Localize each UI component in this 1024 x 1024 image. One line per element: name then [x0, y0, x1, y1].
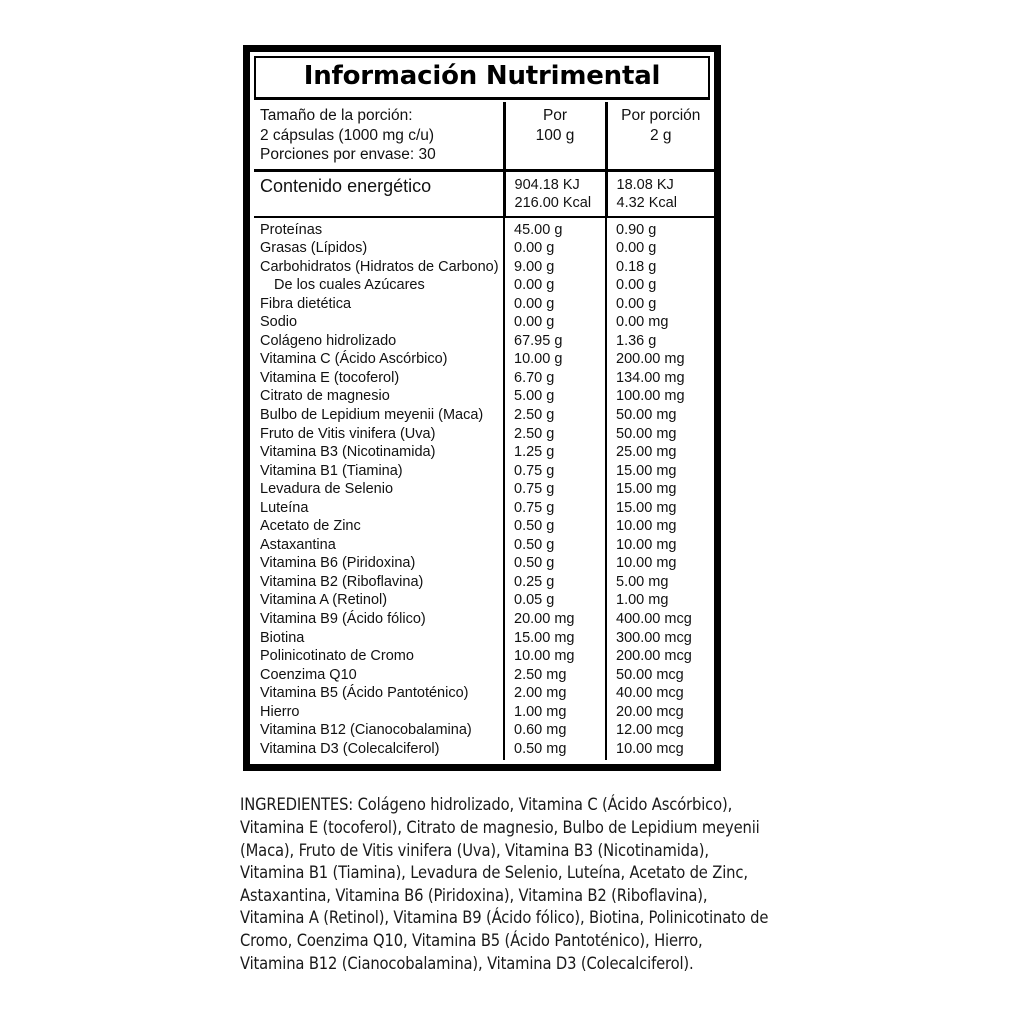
nutrient-per-100g-value: 10.00 mg — [514, 648, 575, 665]
nutrient-name: Vitamina B12 (Cianocobalamina) — [260, 722, 472, 739]
per-serving-header-line1: Por porción — [621, 107, 701, 124]
energy-per-serving-cell — [606, 170, 714, 217]
nutrient-name: Vitamina B2 (Riboflavina) — [260, 573, 424, 590]
nutrient-name: Vitamina D3 (Colecalciferol) — [260, 740, 440, 757]
nutrient-list-row — [254, 217, 714, 761]
nutrient-names-cell — [254, 217, 504, 761]
panel-title-box — [254, 56, 710, 100]
nutrient-name: Hierro — [260, 703, 300, 720]
nutrient-per-100g-value: 2.50 mg — [514, 666, 567, 683]
nutrient-name: Vitamina B3 (Nicotinamida) — [260, 444, 436, 461]
nutrient-per-serving-value: 50.00 mg — [616, 425, 677, 442]
nutrition-table — [254, 102, 714, 760]
nutrient-name: Vitamina B5 (Ácido Pantoténico) — [260, 685, 469, 702]
nutrient-name: Grasas (Lípidos) — [260, 240, 368, 257]
energy-row — [254, 170, 714, 217]
nutrient-per-serving-value: 0.90 g — [616, 221, 657, 238]
nutrient-per-100g-value: 0.00 g — [514, 314, 555, 331]
nutrient-per-100g-value: 0.75 g — [514, 499, 555, 516]
nutrient-per-serving-value: 10.00 mg — [616, 518, 677, 535]
nutrient-per-serving-value: 400.00 mcg — [616, 610, 692, 627]
nutrient-per-serving-value: 40.00 mcg — [616, 685, 684, 702]
energy-per-100g-kj: 904.18 KJ — [514, 176, 580, 193]
nutrient-per-100g-value: 0.50 g — [514, 536, 555, 553]
nutrient-name: Luteína — [260, 499, 309, 516]
nutrient-per-100g-value: 0.75 g — [514, 481, 555, 498]
nutrient-per-100g-value: 15.00 mg — [514, 629, 575, 646]
nutrient-per-100g-value: 2.50 g — [514, 406, 555, 423]
nutrient-per-serving-value: 200.00 mg — [616, 351, 685, 368]
nutrient-name: Polinicotinato de Cromo — [260, 648, 414, 665]
nutrient-name: Fibra dietética — [260, 295, 352, 312]
nutrient-per-serving-value: 10.00 mg — [616, 536, 677, 553]
nutrient-per-serving-value: 12.00 mcg — [616, 722, 684, 739]
per-serving-header-line2: 2 g — [649, 126, 672, 144]
nutrient-per-serving-column — [607, 221, 714, 759]
nutrient-per-100g-value: 10.00 g — [514, 351, 563, 368]
nutrient-per-serving-value: 134.00 mg — [616, 369, 685, 386]
nutrient-name: Vitamina B1 (Tiamina) — [260, 462, 403, 479]
nutrient-name: Bulbo de Lepidium meyenii (Maca) — [260, 406, 484, 423]
nutrient-per-serving-value: 0.00 g — [616, 295, 657, 312]
nutrient-per-serving-value: 15.00 mg — [616, 499, 677, 516]
nutrient-per-100g-cell — [504, 217, 606, 761]
nutrient-name: De los cuales Azúcares — [274, 277, 425, 294]
nutrient-name: Vitamina E (tocoferol) — [260, 369, 400, 386]
nutrient-name-column — [254, 221, 503, 759]
nutrient-per-serving-value: 15.00 mg — [616, 462, 677, 479]
nutrient-per-serving-value: 10.00 mcg — [616, 740, 684, 757]
nutrient-per-serving-value: 0.00 g — [616, 277, 657, 294]
per-100g-header-cell — [504, 102, 606, 170]
nutrient-per-serving-value: 200.00 mcg — [616, 648, 692, 665]
serving-size-value: 2 cápsulas (1000 mg c/u) — [260, 126, 435, 144]
nutrient-name: Vitamina B6 (Piridoxina) — [260, 555, 416, 572]
nutrient-name: Carbohidratos (Hidratos de Carbono) — [260, 258, 499, 275]
nutrient-per-serving-value: 50.00 mg — [616, 406, 677, 423]
serving-size-cell — [254, 102, 504, 170]
energy-per-serving-kj: 18.08 KJ — [616, 176, 674, 193]
nutrient-per-100g-value: 5.00 g — [514, 388, 555, 405]
per-100g-header-line1: Por — [542, 107, 568, 124]
nutrient-name: Citrato de magnesio — [260, 388, 390, 405]
nutrient-per-100g-value: 0.75 g — [514, 462, 555, 479]
nutrient-per-100g-value: 6.70 g — [514, 369, 555, 386]
nutrient-per-serving-value: 0.00 mg — [616, 314, 669, 331]
ingredients-paragraph: INGREDIENTES: Colágeno hidrolizado, Vitamina C (Ácido Ascórbico), Vitamina E (tocoferol), Citrato de magnesio, Bulbo de Lepidium meyenii (Maca), Fruto de Vitis vinifera (Uva), Vitamina B3 (Nicotinamida), Vitamina B1 (Tiamina), Levadura de Selenio, Luteína, Acetato de Zinc, Astaxantina, Vitamina B6 (Piridoxina), Vitamina B2 (Riboflavina), Vitamina A (Retinol), Vitamina B9 (Ácido fólico), Biotina, Polinicotinato de Cromo, Coenzima Q10, Vitamina B5 (Ácido Pantoténico), Hierro, Vitamina B12 (Cianocobalamina), Vitamina D3 (Colecalciferol). — [240, 795, 769, 973]
nutrient-per-serving-value: 25.00 mg — [616, 444, 677, 461]
nutrient-per-100g-value: 0.50 mg — [514, 740, 567, 757]
nutrient-name: Vitamina C (Ácido Ascórbico) — [260, 351, 448, 368]
nutrient-name: Sodio — [260, 314, 298, 331]
serving-size-label: Tamaño de la porción: — [260, 107, 413, 124]
nutrient-per-100g-value: 0.60 mg — [514, 722, 567, 739]
nutrient-name: Fruto de Vitis vinifera (Uva) — [260, 425, 436, 442]
page-title: Información Nutrimental — [303, 61, 661, 91]
nutrient-name: Proteínas — [260, 221, 323, 238]
nutrient-per-100g-value: 0.25 g — [514, 573, 555, 590]
per-serving-header-cell — [606, 102, 714, 170]
servings-per-container: Porciones por envase: 30 — [260, 146, 436, 163]
nutrient-per-100g-value: 1.25 g — [514, 444, 555, 461]
nutrient-per-100g-value: 2.50 g — [514, 425, 555, 442]
nutrient-per-100g-value: 0.00 g — [514, 240, 555, 257]
nutrient-per-serving-value: 100.00 mg — [616, 388, 685, 405]
nutrient-per-serving-value: 50.00 mcg — [616, 666, 684, 683]
nutrient-name: Astaxantina — [260, 536, 336, 553]
nutrient-per-100g-value: 9.00 g — [514, 258, 555, 275]
energy-label: Contenido energético — [260, 175, 432, 196]
nutrient-per-serving-value: 1.00 mg — [616, 592, 669, 609]
nutrient-per-100g-value: 45.00 g — [514, 221, 563, 238]
nutrient-per-100g-value: 0.50 g — [514, 518, 555, 535]
nutrient-per-100g-value: 20.00 mg — [514, 610, 575, 627]
nutrient-per-serving-value: 300.00 mcg — [616, 629, 692, 646]
nutrient-per-100g-value: 0.05 g — [514, 592, 555, 609]
nutrition-facts-panel — [243, 45, 721, 771]
nutrient-per-serving-value: 10.00 mg — [616, 555, 677, 572]
energy-per-serving-kcal: 4.32 Kcal — [616, 195, 677, 211]
per-100g-header-line2: 100 g — [535, 126, 575, 144]
nutrient-per-100g-value: 0.00 g — [514, 295, 555, 312]
nutrient-per-100g-column — [505, 221, 605, 759]
energy-per-100g-cell — [504, 170, 606, 217]
nutrient-per-100g-value: 67.95 g — [514, 332, 563, 349]
nutrient-per-serving-value: 15.00 mg — [616, 481, 677, 498]
nutrient-per-serving-value: 0.18 g — [616, 258, 657, 275]
nutrient-per-serving-value: 5.00 mg — [616, 573, 669, 590]
energy-label-cell — [254, 170, 504, 217]
nutrient-per-100g-value: 2.00 mg — [514, 685, 567, 702]
nutrient-name: Vitamina B9 (Ácido fólico) — [260, 610, 426, 627]
nutrient-name: Acetato de Zinc — [260, 518, 361, 535]
nutrient-per-100g-value: 0.50 g — [514, 555, 555, 572]
nutrient-name: Biotina — [260, 629, 305, 646]
nutrient-name: Coenzima Q10 — [260, 666, 357, 683]
nutrient-name: Colágeno hidrolizado — [260, 332, 397, 349]
nutrient-name: Levadura de Selenio — [260, 481, 394, 498]
nutrient-per-serving-value: 1.36 g — [616, 332, 657, 349]
nutrient-per-serving-value: 20.00 mcg — [616, 703, 684, 720]
serving-header-row — [254, 102, 714, 170]
nutrient-per-100g-value: 0.00 g — [514, 277, 555, 294]
nutrient-name: Vitamina A (Retinol) — [260, 592, 388, 609]
nutrient-per-100g-value: 1.00 mg — [514, 703, 567, 720]
energy-per-100g-kcal: 216.00 Kcal — [514, 195, 592, 211]
nutrient-per-serving-cell — [606, 217, 714, 761]
nutrient-per-serving-value: 0.00 g — [616, 240, 657, 257]
